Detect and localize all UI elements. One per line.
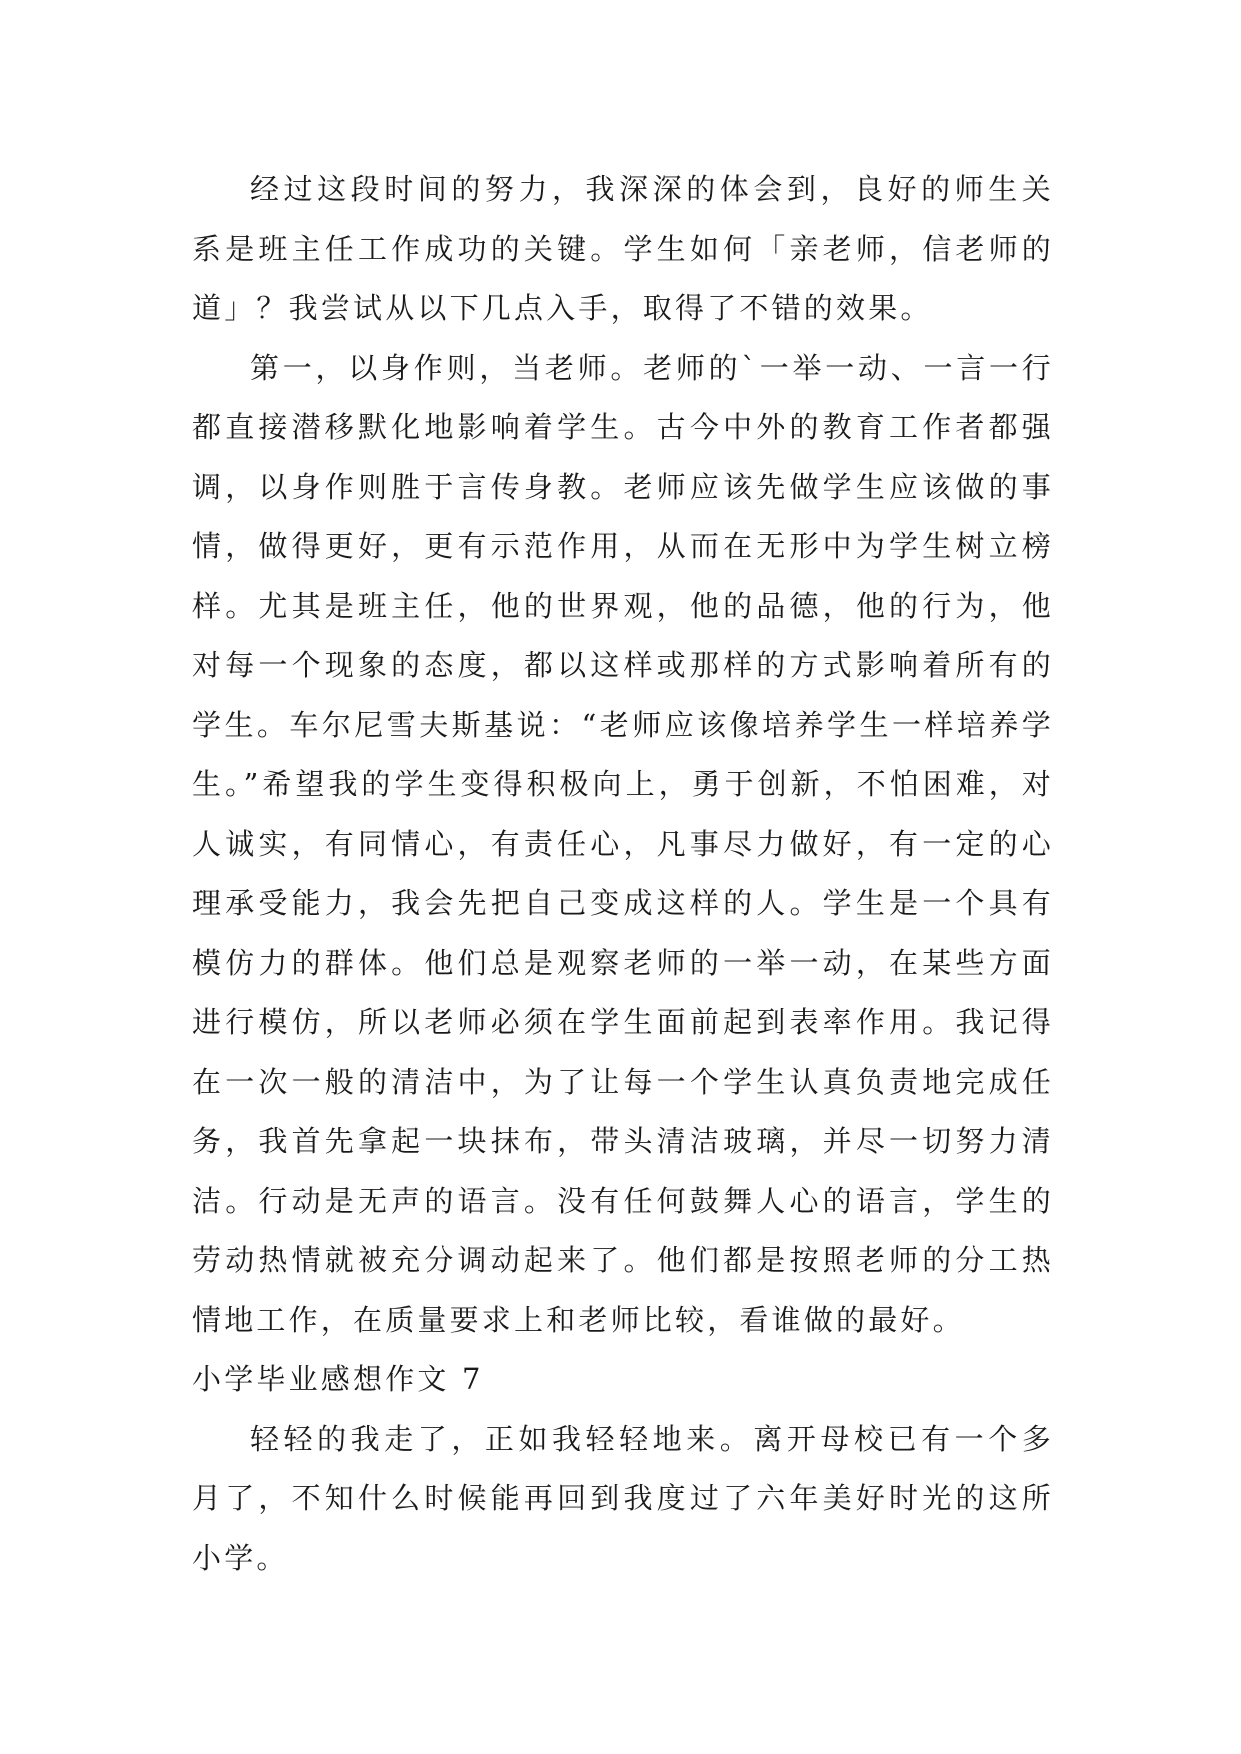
paragraph-leaving-school: 轻轻的我走了，正如我轻轻地来。离开母校已有一个多月了，不知什么时候能再回到我度过了六年美好时光的这所小学。 [192,1421,1054,1575]
paragraph-teacher-student-relationship: 经过这段时间的努力，我深深的体会到，良好的师生关系是班主任工作成功的关键。学生如何「亲老师，信老师的道」？我尝试从以下几点入手，取得了不错的效果。 [192,172,1054,325]
paragraph-lead-by-example: 第一，以身作则，当老师。老师的`一举一动、一言一行都直接潜移默化地影响着学生。古今中外的教育工作者都强调，以身作则胜于言传身教。老师应该先做学生应该做的事情，做得更好，更有示范作用，从而在无形中为学生树立榜样。尤其是班主任，他的世界观，他的品德，他的行为，他对每一个现象的态度，都以这样或那样的方式影响着所有的学生。车尔尼雪夫斯基说：“老师应该像培养学生一样培养学生。”希望我的学生变得积极向上，勇于创新，不怕困难，对人诚实，有同情心，有责任心，凡事尽力做好，有一定的心理承受能力，我会先把自己变成这样的人。学生是一个具有模仿力的群体。他们总是观察老师的一举一动，在某些方面进行模仿，所以老师必须在学生面前起到表率作用。我记得在一次一般的清洁中，为了让每一个学生认真负责地完成任务，我首先拿起一块抹布，带头清洁玻璃，并尽一切努力清洁。行动是无声的语言。没有任何鼓舞人心的语言，学生的劳动热情就被充分调动起来了。他们都是按照老师的分工热情地工作，在质量要求上和老师比较，看谁做的最好。 [192,350,1054,1337]
document-body [192,160,1054,1588]
essay-heading: 小学毕业感想作文 7 [192,1362,484,1396]
